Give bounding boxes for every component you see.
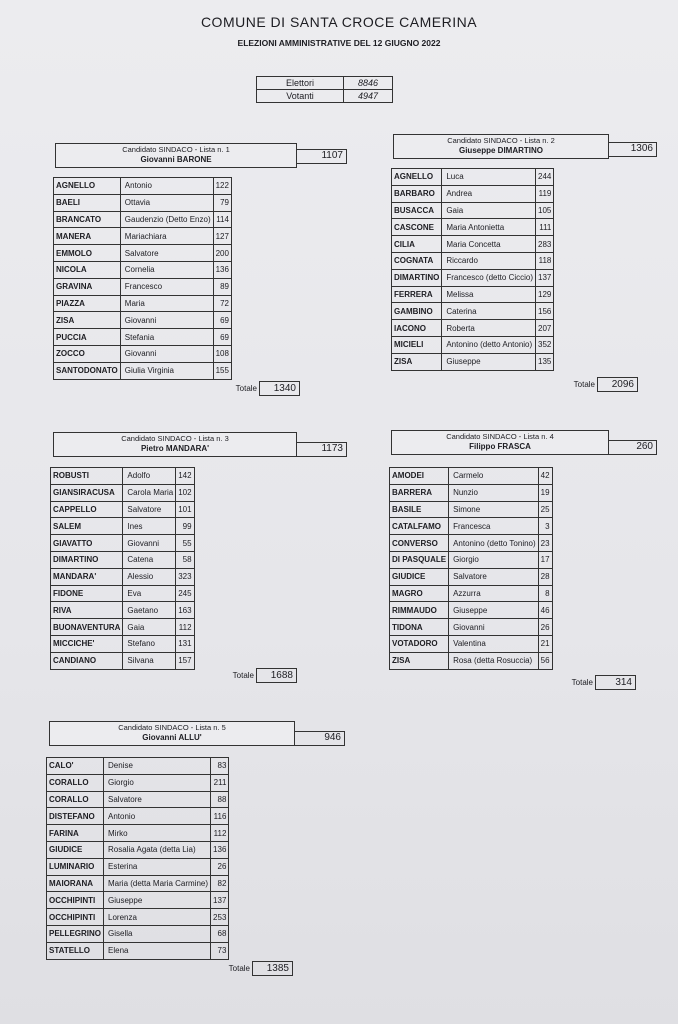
candidate-name: Giorgio xyxy=(449,551,539,568)
candidate-surname: OCCHIPINTI xyxy=(47,892,104,909)
table-row xyxy=(51,484,195,501)
table-row xyxy=(54,178,232,195)
candidate-votes: 137 xyxy=(211,892,229,909)
candidate-surname: FARINA xyxy=(47,825,104,842)
candidate-name: Maria Antonietta xyxy=(442,219,536,236)
mayor-candidate-box xyxy=(53,432,297,457)
candidate-votes: 127 xyxy=(213,228,231,245)
candidate-surname: CATALFAMO xyxy=(390,518,449,535)
candidate-name: Andrea xyxy=(442,185,536,202)
candidate-votes: 99 xyxy=(176,518,194,535)
candidate-surname: TIDONA xyxy=(390,619,449,636)
candidate-votes: 69 xyxy=(213,329,231,346)
total-label: Totale xyxy=(571,678,593,687)
candidate-surname: RIVA xyxy=(51,602,123,619)
candidates-table xyxy=(50,467,195,670)
table-row xyxy=(47,758,229,775)
mayor-candidate-box xyxy=(55,143,297,168)
candidate-name: Gaia xyxy=(123,619,176,636)
mayor-name: Pietro MANDARA' xyxy=(140,444,210,453)
table-row xyxy=(54,345,232,362)
candidates-table xyxy=(391,168,554,371)
candidate-surname: DI PASQUALE xyxy=(390,551,449,568)
mayor-candidate-box xyxy=(49,721,295,746)
candidate-surname: MANDARA' xyxy=(51,568,123,585)
total-votes: 1688 xyxy=(256,668,297,683)
candidate-name: Eva xyxy=(123,585,176,602)
candidate-votes: 42 xyxy=(538,468,552,485)
candidate-surname: AGNELLO xyxy=(54,178,121,195)
candidate-name: Luca xyxy=(442,169,536,186)
table-row xyxy=(392,303,554,320)
candidate-votes: 323 xyxy=(176,568,194,585)
candidate-votes: 17 xyxy=(538,551,552,568)
candidate-surname: GIUDICE xyxy=(47,841,104,858)
candidate-votes: 253 xyxy=(211,909,229,926)
table-row xyxy=(51,619,195,636)
candidate-votes: 163 xyxy=(176,602,194,619)
candidate-votes: 19 xyxy=(538,484,552,501)
candidate-surname: FERRERA xyxy=(392,286,442,303)
table-row xyxy=(390,468,553,485)
candidate-surname: BARBARO xyxy=(392,185,442,202)
candidate-surname: AGNELLO xyxy=(392,169,442,186)
total-label: Totale xyxy=(232,671,254,680)
candidate-name: Cornelia xyxy=(120,261,213,278)
turnout-label: Votanti xyxy=(257,90,344,103)
candidate-votes: 79 xyxy=(213,194,231,211)
table-row xyxy=(47,875,229,892)
total-votes: 2096 xyxy=(597,377,638,392)
candidate-surname: CASCONE xyxy=(392,219,442,236)
list-caption: Candidato SINDACO - Lista n. 1 xyxy=(122,145,230,154)
candidate-surname: OCCHIPINTI xyxy=(47,909,104,926)
candidate-surname: GIUDICE xyxy=(390,568,449,585)
table-row xyxy=(47,925,229,942)
candidate-votes: 116 xyxy=(211,808,229,825)
table-row xyxy=(51,551,195,568)
mayor-candidate-box xyxy=(393,134,609,159)
table-row xyxy=(390,602,553,619)
candidate-name: Antonio xyxy=(120,178,213,195)
candidate-votes: 23 xyxy=(538,535,552,552)
candidate-name: Stefano xyxy=(123,635,176,652)
candidate-surname: GRAVINA xyxy=(54,278,121,295)
candidate-name: Mariachiara xyxy=(120,228,213,245)
turnout-value: 8846 xyxy=(344,77,393,90)
candidate-surname: MAIORANA xyxy=(47,875,104,892)
candidates-table xyxy=(46,757,229,960)
candidate-name: Mirko xyxy=(104,825,211,842)
table-row xyxy=(392,286,554,303)
candidate-surname: ZISA xyxy=(390,652,449,669)
candidate-surname: BUONAVENTURA xyxy=(51,619,123,636)
candidate-surname: LUMINARIO xyxy=(47,858,104,875)
candidate-name: Giovanni xyxy=(449,619,539,636)
candidate-votes: 111 xyxy=(536,219,554,236)
list-caption: Candidato SINDACO - Lista n. 5 xyxy=(118,723,226,732)
candidate-votes: 8 xyxy=(538,585,552,602)
candidate-name: Valentina xyxy=(449,635,539,652)
candidate-name: Gaetano xyxy=(123,602,176,619)
candidate-votes: 112 xyxy=(211,825,229,842)
candidate-name: Caterina xyxy=(442,303,536,320)
total-votes: 1385 xyxy=(252,961,293,976)
candidate-name: Francesco xyxy=(120,278,213,295)
candidate-surname: DISTEFANO xyxy=(47,808,104,825)
candidate-surname: CAPPELLO xyxy=(51,501,123,518)
candidate-name: Elena xyxy=(104,942,211,959)
candidate-votes: 129 xyxy=(536,286,554,303)
candidate-surname: BASILE xyxy=(390,501,449,518)
list-caption: Candidato SINDACO - Lista n. 2 xyxy=(447,136,555,145)
candidate-surname: GAMBINO xyxy=(392,303,442,320)
table-row xyxy=(392,252,554,269)
table-row xyxy=(390,518,553,535)
candidate-name: Ottavia xyxy=(120,194,213,211)
candidate-surname: IACONO xyxy=(392,320,442,337)
candidate-votes: 211 xyxy=(211,774,229,791)
candidate-name: Maria xyxy=(120,295,213,312)
candidate-votes: 69 xyxy=(213,312,231,329)
candidate-name: Melissa xyxy=(442,286,536,303)
candidate-name: Giulia Virginia xyxy=(120,362,213,379)
candidate-surname: NICOLA xyxy=(54,261,121,278)
table-row xyxy=(54,261,232,278)
mayor-name: Giovanni BARONE xyxy=(140,155,212,164)
table-row xyxy=(51,468,195,485)
candidate-surname: FIDONE xyxy=(51,585,123,602)
table-row xyxy=(392,236,554,253)
candidate-votes: 352 xyxy=(536,336,554,353)
table-row xyxy=(390,535,553,552)
table-row xyxy=(392,353,554,370)
candidate-surname: ROBUSTI xyxy=(51,468,123,485)
mayor-votes: 1107 xyxy=(297,149,347,164)
table-row xyxy=(47,774,229,791)
table-row xyxy=(47,858,229,875)
candidate-name: Carmelo xyxy=(449,468,539,485)
table-row xyxy=(51,535,195,552)
candidate-surname: ZISA xyxy=(54,312,121,329)
turnout-label: Elettori xyxy=(257,77,344,90)
mayor-name: Giovanni ALLU' xyxy=(142,733,202,742)
table-row xyxy=(390,551,553,568)
candidate-name: Denise xyxy=(104,758,211,775)
candidate-name: Salvatore xyxy=(120,245,213,262)
candidate-name: Giovanni xyxy=(120,312,213,329)
candidate-votes: 137 xyxy=(536,269,554,286)
table-row xyxy=(54,194,232,211)
candidate-surname: DIMARTINO xyxy=(51,551,123,568)
table-row xyxy=(390,652,553,669)
candidate-name: Francesco (detto Ciccio) xyxy=(442,269,536,286)
total-label: Totale xyxy=(573,380,595,389)
candidate-votes: 3 xyxy=(538,518,552,535)
candidate-votes: 200 xyxy=(213,245,231,262)
candidate-votes: 114 xyxy=(213,211,231,228)
candidate-name: Antonino (detto Antonio) xyxy=(442,336,536,353)
mayor-votes: 1173 xyxy=(297,442,347,457)
table-row xyxy=(390,635,553,652)
candidates-table xyxy=(389,467,553,670)
candidate-votes: 55 xyxy=(176,535,194,552)
candidate-votes: 58 xyxy=(176,551,194,568)
candidate-name: Giuseppe xyxy=(104,892,211,909)
candidate-name: Giovanni xyxy=(120,345,213,362)
candidate-votes: 142 xyxy=(176,468,194,485)
candidate-votes: 244 xyxy=(536,169,554,186)
candidate-votes: 157 xyxy=(176,652,194,669)
candidate-name: Esterina xyxy=(104,858,211,875)
candidate-votes: 136 xyxy=(211,841,229,858)
candidate-surname: AMODEI xyxy=(390,468,449,485)
candidate-votes: 108 xyxy=(213,345,231,362)
candidate-votes: 82 xyxy=(211,875,229,892)
table-row xyxy=(54,211,232,228)
candidate-votes: 73 xyxy=(211,942,229,959)
candidate-surname: MICIELI xyxy=(392,336,442,353)
candidate-name: Nunzio xyxy=(449,484,539,501)
candidate-votes: 135 xyxy=(536,353,554,370)
candidate-surname: VOTADORO xyxy=(390,635,449,652)
table-row xyxy=(47,841,229,858)
candidate-surname: ZOCCO xyxy=(54,345,121,362)
document-title: COMUNE DI SANTA CROCE CAMERINA xyxy=(200,14,478,30)
candidate-name: Rosa (detta Rosuccia) xyxy=(449,652,539,669)
candidate-votes: 207 xyxy=(536,320,554,337)
candidate-votes: 119 xyxy=(536,185,554,202)
candidate-surname: BAELI xyxy=(54,194,121,211)
mayor-votes: 946 xyxy=(295,731,345,746)
candidate-votes: 46 xyxy=(538,602,552,619)
mayor-name: Giuseppe DIMARTINO xyxy=(458,146,543,155)
table-row xyxy=(54,329,232,346)
candidate-surname: SANTODONATO xyxy=(54,362,121,379)
candidate-votes: 25 xyxy=(538,501,552,518)
candidate-votes: 21 xyxy=(538,635,552,652)
candidate-votes: 122 xyxy=(213,178,231,195)
candidate-votes: 105 xyxy=(536,202,554,219)
candidate-surname: CORALLO xyxy=(47,791,104,808)
table-row xyxy=(390,568,553,585)
table-row xyxy=(51,635,195,652)
candidate-surname: SALEM xyxy=(51,518,123,535)
candidate-votes: 88 xyxy=(211,791,229,808)
table-row xyxy=(390,484,553,501)
candidate-name: Silvana xyxy=(123,652,176,669)
candidate-surname: MANERA xyxy=(54,228,121,245)
candidate-votes: 83 xyxy=(211,758,229,775)
candidate-votes: 101 xyxy=(176,501,194,518)
table-row xyxy=(392,202,554,219)
candidate-surname: PELLEGRINO xyxy=(47,925,104,942)
document-subtitle: ELEZIONI AMMINISTRATIVE DEL 12 GIUGNO 2022 xyxy=(237,38,441,48)
candidate-votes: 283 xyxy=(536,236,554,253)
table-row xyxy=(392,269,554,286)
candidate-name: Adolfo xyxy=(123,468,176,485)
candidate-surname: BRANCATO xyxy=(54,211,121,228)
total-votes: 1340 xyxy=(259,381,300,396)
candidate-name: Antonio xyxy=(104,808,211,825)
total-votes: 314 xyxy=(595,675,636,690)
candidate-name: Francesca xyxy=(449,518,539,535)
candidate-votes: 72 xyxy=(213,295,231,312)
candidate-votes: 118 xyxy=(536,252,554,269)
candidate-surname: CILIA xyxy=(392,236,442,253)
list-caption: Candidato SINDACO - Lista n. 4 xyxy=(446,432,554,441)
table-row xyxy=(54,312,232,329)
candidate-surname: BUSACCA xyxy=(392,202,442,219)
table-row xyxy=(54,245,232,262)
table-row xyxy=(51,568,195,585)
table-row xyxy=(47,825,229,842)
turnout-row xyxy=(257,90,393,103)
candidate-name: Riccardo xyxy=(442,252,536,269)
table-row xyxy=(54,278,232,295)
candidate-name: Gaia xyxy=(442,202,536,219)
total-label: Totale xyxy=(228,964,250,973)
table-row xyxy=(54,362,232,379)
table-row xyxy=(392,219,554,236)
candidate-votes: 155 xyxy=(213,362,231,379)
turnout-table xyxy=(256,76,393,103)
candidate-surname: MICCICHE' xyxy=(51,635,123,652)
candidate-name: Giorgio xyxy=(104,774,211,791)
candidate-surname: MAGRO xyxy=(390,585,449,602)
candidate-votes: 28 xyxy=(538,568,552,585)
candidate-votes: 131 xyxy=(176,635,194,652)
mayor-votes: 1306 xyxy=(609,142,657,157)
candidate-name: Gaudenzio (Detto Enzo) xyxy=(120,211,213,228)
mayor-name: Filippo FRASCA xyxy=(469,442,531,451)
candidate-name: Giovanni xyxy=(123,535,176,552)
candidate-name: Gisella xyxy=(104,925,211,942)
candidate-votes: 102 xyxy=(176,484,194,501)
candidate-name: Rosalia Agata (detta Lia) xyxy=(104,841,211,858)
candidate-name: Catena xyxy=(123,551,176,568)
candidate-surname: BARRERA xyxy=(390,484,449,501)
table-row xyxy=(390,619,553,636)
total-label: Totale xyxy=(235,384,257,393)
candidate-votes: 245 xyxy=(176,585,194,602)
list-caption: Candidato SINDACO - Lista n. 3 xyxy=(121,434,229,443)
table-row xyxy=(51,518,195,535)
candidate-votes: 26 xyxy=(538,619,552,636)
mayor-votes: 260 xyxy=(609,440,657,455)
table-row xyxy=(51,602,195,619)
table-row xyxy=(51,501,195,518)
candidate-surname: CONVERSO xyxy=(390,535,449,552)
table-row xyxy=(392,320,554,337)
candidate-votes: 112 xyxy=(176,619,194,636)
turnout-row xyxy=(257,77,393,90)
turnout-value: 4947 xyxy=(344,90,393,103)
candidate-name: Salvatore xyxy=(449,568,539,585)
candidate-name: Salvatore xyxy=(104,791,211,808)
candidate-name: Alessio xyxy=(123,568,176,585)
table-row xyxy=(392,185,554,202)
table-row xyxy=(390,501,553,518)
candidate-name: Maria (detta Maria Carmine) xyxy=(104,875,211,892)
candidate-name: Simone xyxy=(449,501,539,518)
candidate-surname: PUCCIA xyxy=(54,329,121,346)
candidate-surname: PIAZZA xyxy=(54,295,121,312)
candidate-surname: DIMARTINO xyxy=(392,269,442,286)
candidate-name: Antonino (detto Tonino) xyxy=(449,535,539,552)
candidates-table xyxy=(53,177,232,380)
candidate-votes: 26 xyxy=(211,858,229,875)
table-row xyxy=(47,892,229,909)
candidate-name: Azzurra xyxy=(449,585,539,602)
candidate-surname: CANDIANO xyxy=(51,652,123,669)
candidate-name: Carola Maria xyxy=(123,484,176,501)
candidate-name: Ines xyxy=(123,518,176,535)
candidate-surname: GIAVATTO xyxy=(51,535,123,552)
table-row xyxy=(51,585,195,602)
candidate-surname: RIMMAUDO xyxy=(390,602,449,619)
table-row xyxy=(47,808,229,825)
table-row xyxy=(47,909,229,926)
table-row xyxy=(390,585,553,602)
candidate-surname: CORALLO xyxy=(47,774,104,791)
candidate-votes: 156 xyxy=(536,303,554,320)
mayor-candidate-box xyxy=(391,430,609,455)
candidate-surname: COGNATA xyxy=(392,252,442,269)
table-row xyxy=(392,336,554,353)
table-row xyxy=(47,791,229,808)
table-row xyxy=(392,169,554,186)
candidate-name: Maria Concetta xyxy=(442,236,536,253)
candidate-name: Lorenza xyxy=(104,909,211,926)
candidate-surname: ZISA xyxy=(392,353,442,370)
table-row xyxy=(54,228,232,245)
candidate-votes: 56 xyxy=(538,652,552,669)
candidate-name: Giuseppe xyxy=(449,602,539,619)
table-row xyxy=(47,942,229,959)
candidate-name: Giuseppe xyxy=(442,353,536,370)
candidate-name: Salvatore xyxy=(123,501,176,518)
table-row xyxy=(51,652,195,669)
candidate-votes: 89 xyxy=(213,278,231,295)
candidate-surname: EMMOLO xyxy=(54,245,121,262)
candidate-surname: STATELLO xyxy=(47,942,104,959)
candidate-surname: GIANSIRACUSA xyxy=(51,484,123,501)
candidate-votes: 136 xyxy=(213,261,231,278)
candidate-surname: CALO' xyxy=(47,758,104,775)
candidate-name: Stefania xyxy=(120,329,213,346)
table-row xyxy=(54,295,232,312)
candidate-name: Roberta xyxy=(442,320,536,337)
candidate-votes: 68 xyxy=(211,925,229,942)
